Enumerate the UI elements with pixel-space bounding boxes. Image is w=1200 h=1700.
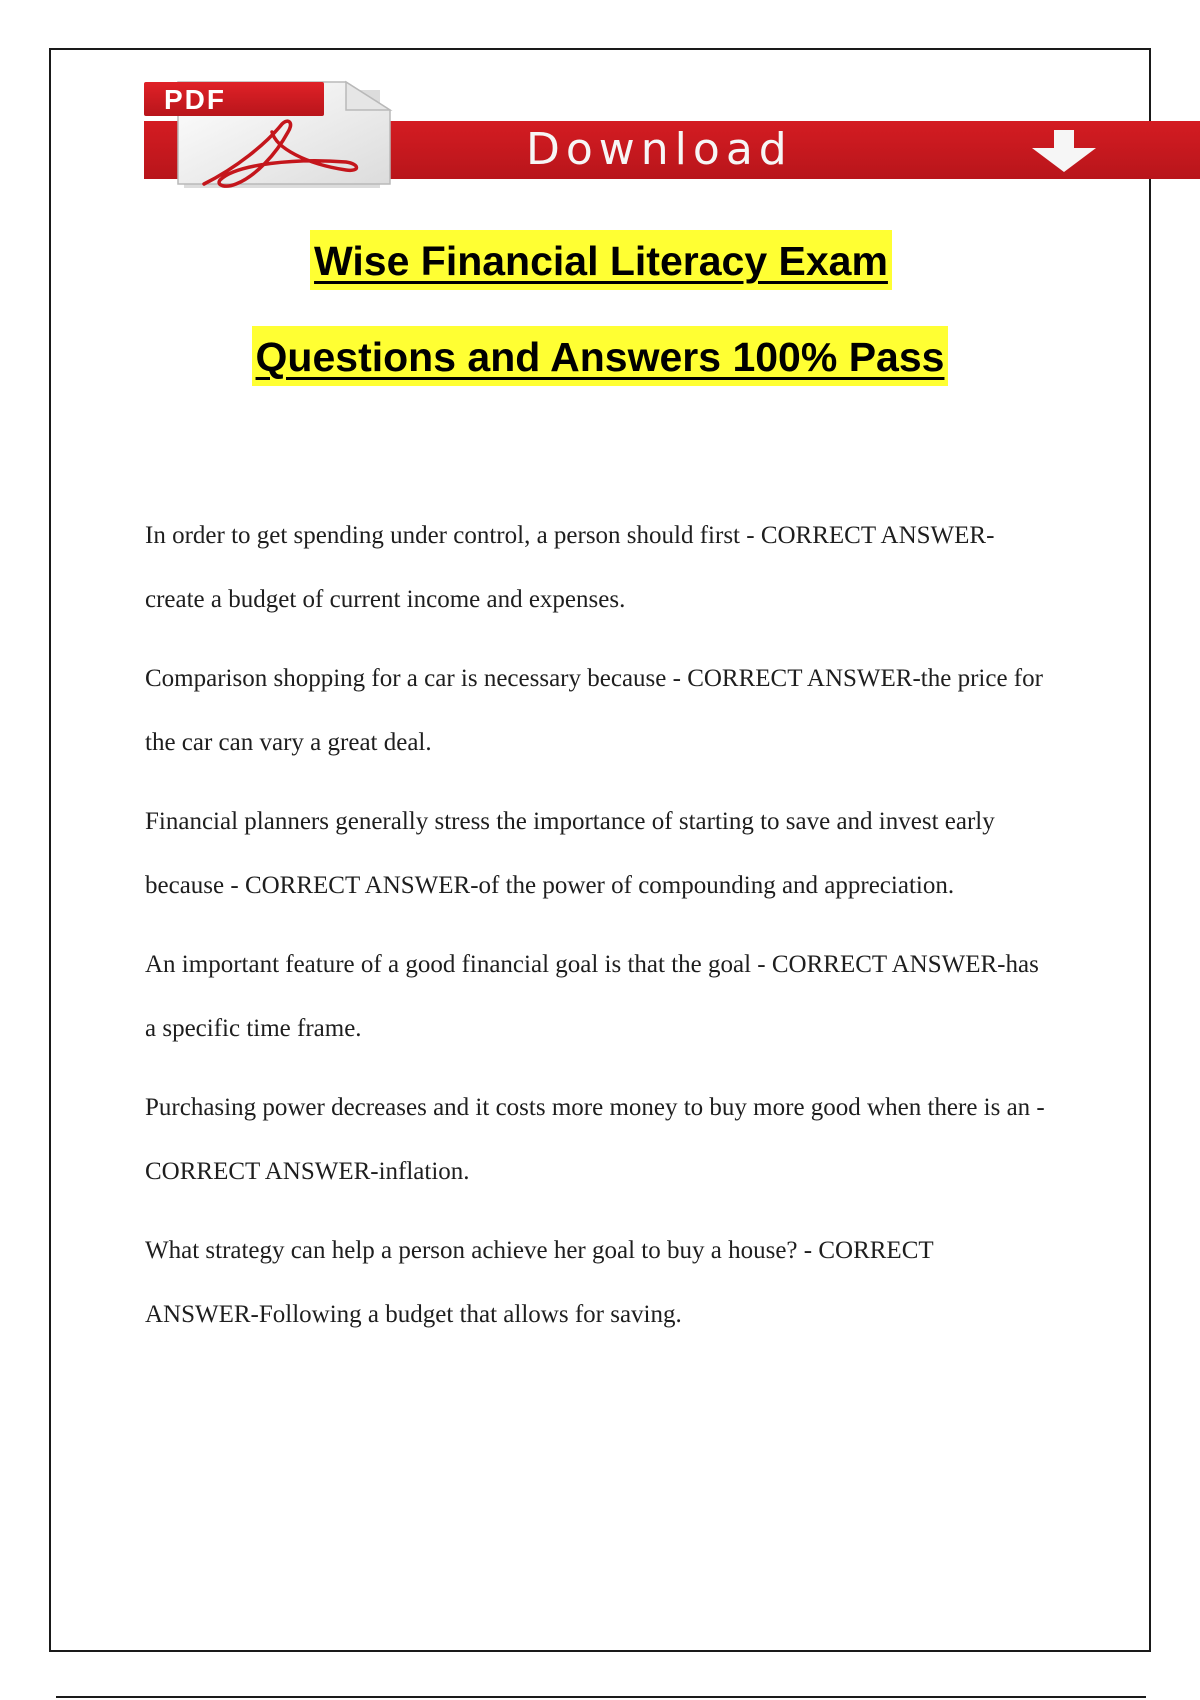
qa-item: An important feature of a good financial goal is that the goal - CORRECT ANSWER-has a specific time frame. bbox=[145, 951, 1039, 1042]
download-label: Download bbox=[526, 124, 793, 175]
pdf-label: PDF bbox=[164, 84, 226, 115]
qa-item: What strategy can help a person achieve her goal to buy a house? - CORRECT ANSWER-Following a budget that allows for saving. bbox=[145, 1237, 934, 1328]
title-line-2: Questions and Answers 100% Pass bbox=[252, 326, 949, 386]
qa-list bbox=[145, 504, 1045, 1362]
pdf-label-bar bbox=[144, 82, 324, 116]
qa-item: Purchasing power decreases and it costs more money to buy more good when there is an - CORRECT ANSWER-inflation. bbox=[145, 1094, 1045, 1185]
qa-item: In order to get spending under control, a person should first - CORRECT ANSWER-create a budget of current income and expenses. bbox=[145, 522, 995, 613]
document-title bbox=[0, 230, 1200, 386]
qa-item: Comparison shopping for a car is necessary because - CORRECT ANSWER-the price for the car can vary a great deal. bbox=[145, 665, 1043, 756]
bottom-divider bbox=[56, 1696, 1146, 1698]
download-arrow-icon bbox=[1024, 128, 1104, 174]
qa-item: Financial planners generally stress the importance of starting to save and invest early because - CORRECT ANSWER-of the power of compounding and appreciation. bbox=[145, 808, 995, 899]
pdf-download-banner[interactable] bbox=[144, 78, 1200, 198]
title-line-1: Wise Financial Literacy Exam bbox=[310, 230, 892, 290]
acrobat-logo-icon bbox=[196, 118, 366, 190]
